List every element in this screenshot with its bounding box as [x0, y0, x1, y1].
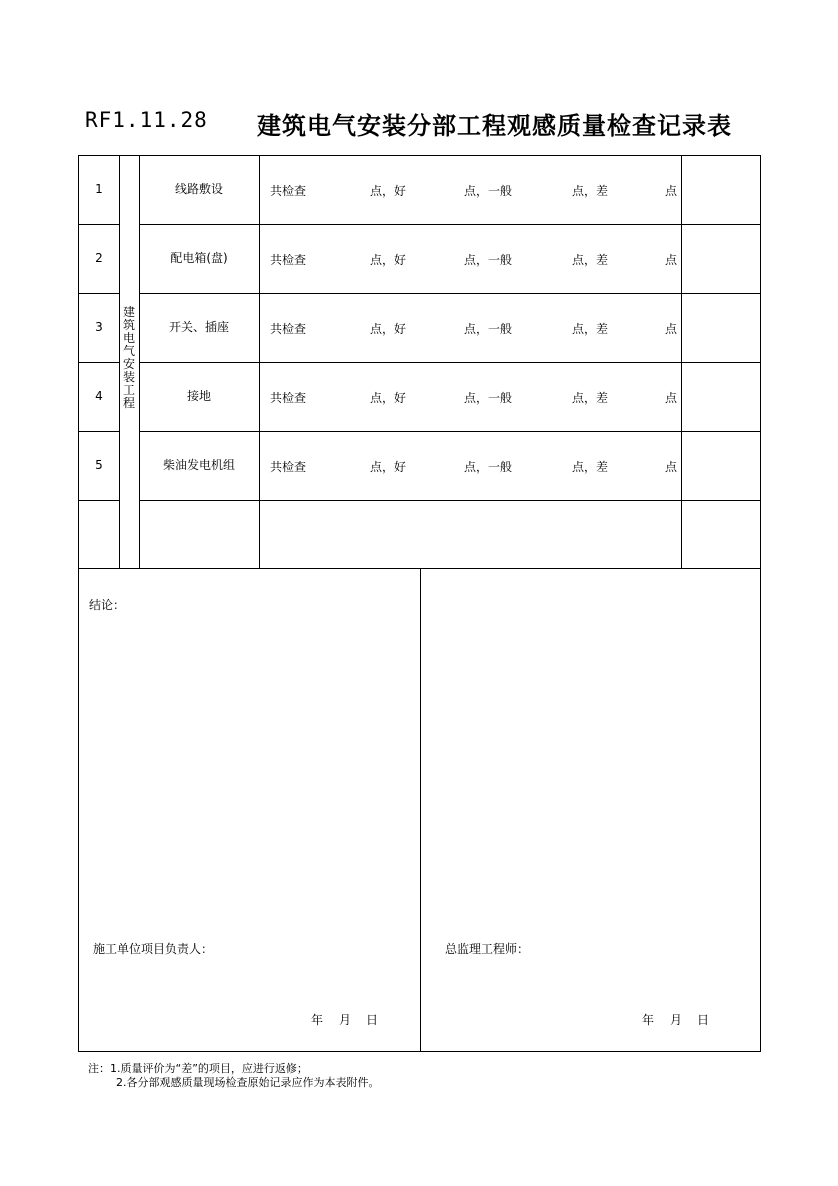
check-total-label: 共检查	[270, 184, 307, 198]
row-divider	[139, 224, 760, 225]
check-general-label: 点，一般	[464, 322, 513, 336]
check-general-label: 点，一般	[464, 253, 513, 267]
form-title	[85, 106, 765, 140]
check-good-label: 点，好	[370, 253, 407, 267]
row-item: 柴油发电机组	[162, 458, 235, 472]
row-item: 开关、插座	[168, 320, 229, 334]
row-divider	[139, 500, 760, 501]
row-number: 4	[95, 389, 103, 403]
row-divider	[139, 362, 760, 363]
row-item: 线路敷设	[174, 182, 223, 196]
note-2: 2.各分部观感质量现场检查原始记录应作为本表附件。	[116, 1076, 380, 1089]
date-year-label: 年	[311, 1013, 324, 1027]
row-number: 1	[95, 182, 103, 196]
category-char: 电	[122, 331, 135, 345]
category-char: 工	[122, 383, 135, 397]
date-month-label: 月	[670, 1013, 683, 1027]
category-char: 程	[122, 396, 135, 410]
check-general-label: 点，一般	[464, 184, 513, 198]
row-number: 5	[95, 458, 103, 472]
check-end-label: 点	[665, 253, 678, 267]
check-end-label: 点	[665, 322, 678, 336]
check-total-label: 共检查	[270, 253, 307, 267]
row-divider	[139, 431, 760, 432]
category-char: 筑	[122, 318, 135, 332]
supervisor-sign-label: 总监理工程师：	[445, 942, 530, 956]
check-end-label: 点	[665, 391, 678, 405]
row-item: 接地	[186, 389, 211, 403]
check-good-label: 点，好	[370, 391, 407, 405]
row-item: 配电箱(盘)	[170, 251, 228, 265]
date-month-label: 月	[339, 1013, 352, 1027]
inspection-table	[78, 155, 761, 569]
section-divider	[420, 568, 421, 1051]
check-end-label: 点	[665, 460, 678, 474]
check-end-label: 点	[665, 184, 678, 198]
row-divider	[79, 431, 119, 432]
check-general-label: 点，一般	[464, 391, 513, 405]
form-code: RF1.11.28	[85, 108, 208, 132]
check-poor-label: 点，差	[572, 460, 609, 474]
note-prefix: 注：	[88, 1062, 110, 1075]
notes	[88, 1062, 380, 1090]
category-char: 建	[122, 305, 135, 319]
category-char: 安	[122, 357, 135, 371]
row-divider	[79, 293, 119, 294]
conclusion-label: 结论：	[89, 598, 126, 612]
category-char: 装	[122, 370, 135, 384]
row-number: 2	[95, 251, 103, 265]
note-1: 1.质量评价为“差”的项目，应进行返修；	[110, 1062, 308, 1075]
check-poor-label: 点，差	[572, 391, 609, 405]
date-day-label: 日	[697, 1013, 710, 1027]
check-good-label: 点，好	[370, 460, 407, 474]
check-general-label: 点，一般	[464, 460, 513, 474]
date-year-label: 年	[642, 1013, 655, 1027]
conclusion-section	[78, 568, 761, 1052]
contractor-sign-label: 施工单位项目负责人：	[93, 942, 214, 956]
check-total-label: 共检查	[270, 460, 307, 474]
row-divider	[79, 362, 119, 363]
row-number: 3	[95, 320, 103, 334]
category-char: 气	[122, 344, 135, 358]
check-total-label: 共检查	[270, 391, 307, 405]
row-divider	[79, 500, 119, 501]
row-divider	[79, 224, 119, 225]
row-divider	[139, 293, 760, 294]
check-poor-label: 点，差	[572, 253, 609, 267]
check-poor-label: 点，差	[572, 322, 609, 336]
date-day-label: 日	[366, 1013, 379, 1027]
check-good-label: 点，好	[370, 184, 407, 198]
check-good-label: 点，好	[370, 322, 407, 336]
category-label	[119, 306, 139, 410]
note-line-1	[88, 1062, 380, 1076]
check-poor-label: 点，差	[572, 184, 609, 198]
check-total-label: 共检查	[270, 322, 307, 336]
form-name: 建筑电气安装分部工程观感质量检查记录表	[257, 112, 732, 140]
